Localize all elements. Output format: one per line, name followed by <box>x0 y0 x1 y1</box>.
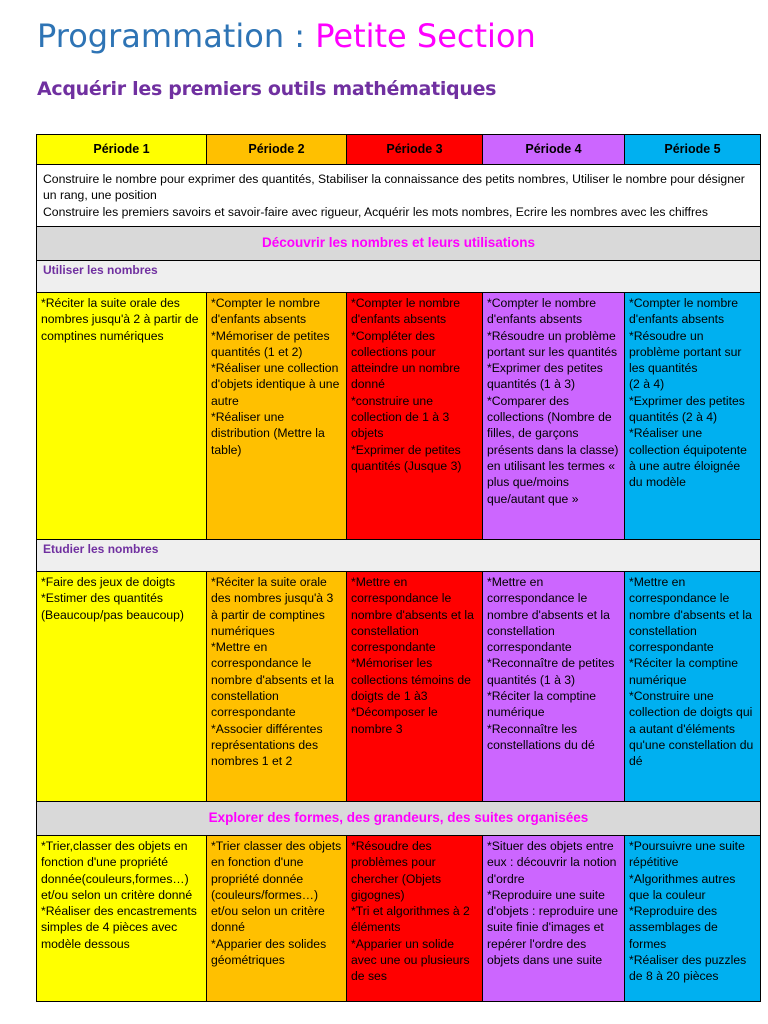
objective-line: *Comparer des collections (Nombre de filles, de garçons présents dans la classe) en utilisant les termes « plus que/moins que/autant que » <box>487 393 619 506</box>
objective-line: *Poursuivre une suite répétitive <box>629 839 745 870</box>
objective-line: *construire une collection de 1 à 3 objets <box>351 393 450 441</box>
objective-line: *Compter le nombre d'enfants absents <box>211 296 321 327</box>
objective-line: *Algorithmes autres que la couleur <box>629 871 736 902</box>
objective-line: *Résoudre un problème portant sur les quantités <box>629 328 742 376</box>
objective-line: *Compter le nombre d'enfants absents <box>629 296 739 327</box>
study-p2-cell <box>207 572 347 802</box>
use-p2-cell <box>207 293 347 540</box>
objective-line: (2 à 4) <box>629 377 665 392</box>
intro-row <box>37 165 761 227</box>
study-p3-cell <box>347 572 483 802</box>
objective-line: *Réciter la comptine numérique <box>629 656 739 687</box>
page-subtitle: Acquérir les premiers outils mathématiques <box>37 78 497 100</box>
intro-line-1: Construire le nombre pour exprimer des quantités, Stabiliser la connaissance des petits nombres, Utiliser le nombre pour désigner un rang, une position <box>43 172 745 203</box>
period-header-row <box>37 135 761 165</box>
intro-line-2: Construire les premiers savoirs et savoir-faire avec rigueur, Acquérir les mots nombres, Ecrire les nombres avec les chiffres <box>43 204 708 219</box>
subsection-heading-use: Utiliser les nombres <box>37 261 761 293</box>
study-p4-cell <box>483 572 625 802</box>
subsection-heading-study: Etudier les nombres <box>37 540 761 572</box>
objective-line: *Associer différentes représentations des nombres 1 et 2 <box>211 721 323 769</box>
objective-line: *Résoudre un problème portant sur les quantités <box>487 328 618 359</box>
objective-line: *Tri et algorithmes à 2 éléments <box>351 904 470 935</box>
use-p5-cell <box>625 293 761 540</box>
objective-line: *Construire une collection de doigts qui a autant d'éléments qu'une constellation du dé <box>629 689 754 769</box>
objective-line: *Faire des jeux de doigts <box>41 575 176 589</box>
shapes-row <box>37 836 761 1002</box>
period-3-header: Période 3 <box>347 135 483 165</box>
objective-line: *Réciter la suite orale des nombres jusqu'à 3 à partir de comptines numériques <box>211 575 334 638</box>
objective-line: *Apparier des solides géométriques <box>211 936 327 968</box>
objective-line: *Exprimer des petites quantités (2 à 4) <box>629 393 745 425</box>
objective-line: *Apparier un solide avec une ou plusieurs de ses <box>351 936 470 984</box>
period-2-header: Période 2 <box>207 135 347 165</box>
objective-line: *Exprimer des petites quantités (1 à 3) <box>487 361 603 392</box>
objective-line: *Compter le nombre d'enfants absents <box>351 296 461 327</box>
use-p4-cell <box>483 293 625 540</box>
title-programmation: Programmation : <box>37 17 316 55</box>
objective-line: *Réaliser une distribution (Mettre la table) <box>211 410 325 457</box>
objective-line: *Décomposer le nombre 3 <box>351 705 438 736</box>
objective-line: *Réaliser une collection équipotente à une autre éloignée du modèle <box>629 426 747 490</box>
period-1-header: Période 1 <box>37 135 207 165</box>
objective-line: *Mettre en correspondance le nombre d'absents et la constellation correspondante <box>351 575 474 655</box>
page-title <box>37 14 536 58</box>
study-p1-cell <box>37 572 207 802</box>
subsection-row-study <box>37 540 761 572</box>
objective-line: *Exprimer de petites quantités (Jusque 3) <box>351 442 462 473</box>
period-4-header: Période 4 <box>483 135 625 165</box>
subsection-row-use <box>37 261 761 293</box>
section-heading-numbers: Découvrir les nombres et leurs utilisations <box>37 227 761 261</box>
shapes-p2-cell <box>207 836 347 1002</box>
objective-line: *Réciter la suite orale des nombres jusqu'à 2 à partir de comptines numériques <box>41 296 199 343</box>
shapes-p1-cell <box>37 836 207 1002</box>
period-5-header: Période 5 <box>625 135 761 165</box>
use-numbers-row <box>37 293 761 540</box>
objective-line: *Reconnaître de petites quantités (1 à 3) <box>487 656 615 687</box>
objective-line: *Trier,classer des objets en fonction d'une propriété donnée(couleurs,formes…) et/ou selon un critère donné <box>41 839 193 902</box>
objective-line: *Trier classer des objets en fonction d'une propriété donnée (couleurs/formes…) et/ou selon un critère donné <box>211 839 342 935</box>
objective-line: *Réaliser une collection d'objets identique à une autre <box>211 361 340 408</box>
objective-line: *Reproduire une suite d'objets : reproduire une suite finie d'images et repérer l'ordre des objets dans une suite <box>487 887 619 968</box>
objective-line: *Résoudre des problèmes pour chercher (Objets gigognes) <box>351 839 442 902</box>
objective-line: *Mémoriser de petites quantités (1 et 2) <box>211 328 330 359</box>
objective-line: *Réciter la comptine numérique <box>487 689 597 720</box>
use-p3-cell <box>347 293 483 540</box>
objective-line: *Mettre en correspondance le nombre d'absents et la constellation correspondante <box>629 575 752 655</box>
study-numbers-row <box>37 572 761 802</box>
section-row-shapes <box>37 802 761 836</box>
objective-line: *Estimer des quantités (Beaucoup/pas beaucoup) <box>41 591 184 622</box>
objective-line: *Situer des objets entre eux : découvrir la notion d'ordre <box>487 839 617 886</box>
shapes-p3-cell <box>347 836 483 1002</box>
objective-line: *Mettre en correspondance le nombre d'absents et la constellation correspondante <box>487 575 610 655</box>
objective-line: *Reconnaître les constellations du dé <box>487 721 595 752</box>
objective-line: *Reproduire des assemblages de formes <box>629 904 718 951</box>
title-level: Petite Section <box>315 17 536 55</box>
objective-line: *Réaliser des encastrements simples de 4 pièces avec modèle dessous <box>41 904 197 951</box>
objective-line: *Réaliser des puzzles de 8 à 20 pièces <box>629 953 747 984</box>
objective-line: *Compter le nombre d'enfants absents <box>487 296 597 327</box>
use-p1-cell <box>37 293 207 540</box>
shapes-p4-cell <box>483 836 625 1002</box>
section-heading-shapes: Explorer des formes, des grandeurs, des suites organisées <box>37 802 761 836</box>
section-row-numbers <box>37 227 761 261</box>
objective-line: *Mémoriser les collections témoins de doigts de 1 à3 <box>351 656 471 704</box>
programming-table <box>36 134 761 1002</box>
objective-line: *Mettre en correspondance le nombre d'absents et la constellation correspondante <box>211 640 334 720</box>
intro-cell <box>37 165 761 227</box>
objective-line: *Compléter des collections pour atteindre un nombre donné <box>351 328 461 392</box>
study-p5-cell <box>625 572 761 802</box>
shapes-p5-cell <box>625 836 761 1002</box>
